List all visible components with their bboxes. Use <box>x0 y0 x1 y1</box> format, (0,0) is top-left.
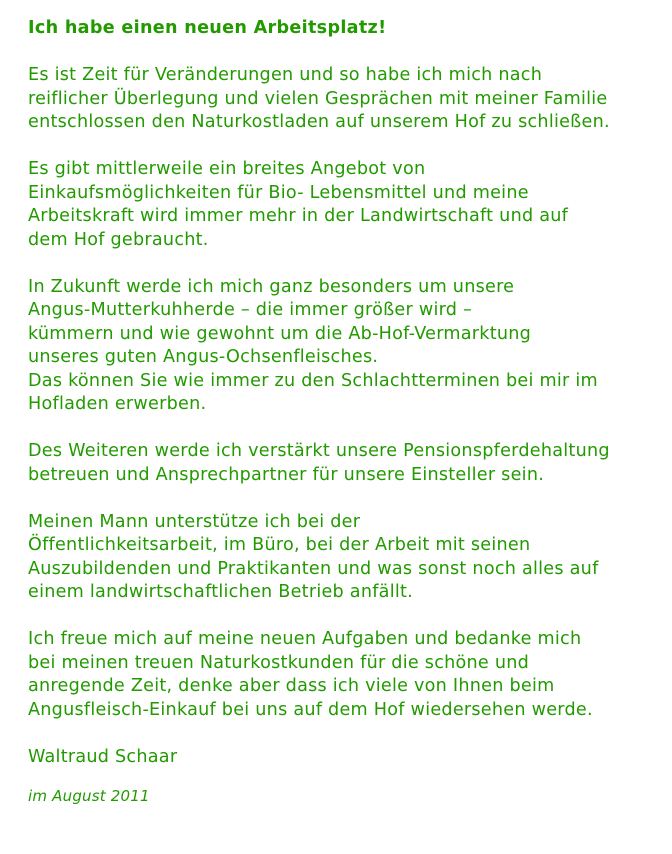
paragraph-thanks <box>28 628 668 722</box>
paragraph-line: In Zukunft werde ich mich ganz besonders um unsere <box>28 276 515 297</box>
paragraph-support-husband <box>28 511 668 605</box>
paragraph-line: Des Weiteren werde ich verstärkt unsere Pensionspferdehaltung <box>28 441 610 461</box>
paragraph-line: unseres guten Angus-Ochsenfleisches. <box>28 347 379 367</box>
paragraph-line: Öffentlichkeitsarbeit, im Büro, bei der Arbeit mit seinen <box>28 535 531 555</box>
paragraph-line: einem landwirtschaftlichen Betrieb anfällt. <box>28 582 413 602</box>
paragraph-line: Arbeitskraft wird immer mehr in der Landwirtschaft und auf <box>28 206 569 226</box>
paragraph-line: reiflicher Überlegung und vielen Gesprächen mit meiner Familie <box>28 88 608 109</box>
paragraph-line: Auszubildenden und Praktikanten und was sonst noch alles auf <box>28 558 599 579</box>
paragraph-line: Hofladen erwerben. <box>28 394 207 414</box>
signature: Waltraud Schaar <box>28 746 178 767</box>
date-line: im August 2011 <box>28 787 150 805</box>
page-title: Ich habe einen neuen Arbeitsplatz! <box>28 18 387 38</box>
paragraph-line: Angus-Mutterkuhherde – die immer größer wird – <box>28 300 473 320</box>
paragraph-angus-herd <box>28 276 668 417</box>
paragraph-closing-shop <box>28 64 668 135</box>
paragraph-line: Das können Sie wie immer zu den Schlachtterminen bei mir im <box>28 370 598 391</box>
paragraph-line: kümmern und wie gewohnt um die Ab-Hof-Vermarktung <box>28 323 532 344</box>
paragraph-line: dem Hof gebraucht. <box>28 229 209 250</box>
paragraph-line: Einkaufsmöglichkeiten für Bio- Lebensmittel und meine <box>28 182 529 203</box>
paragraph-line: Angusfleisch-Einkauf bei uns auf dem Hof wiedersehen werde. <box>28 699 593 720</box>
paragraph-horse-boarding <box>28 440 668 487</box>
paragraph-line: Es gibt mittlerweile ein breites Angebot von <box>28 159 426 179</box>
paragraph-reason <box>28 158 668 252</box>
paragraph-line: Ich freue mich auf meine neuen Aufgaben und bedanke mich <box>28 629 582 649</box>
paragraph-line: Es ist Zeit für Veränderungen und so habe ich mich nach <box>28 65 543 85</box>
announcement-document <box>28 17 668 807</box>
paragraph-line: betreuen und Ansprechpartner für unsere Einsteller sein. <box>28 464 545 485</box>
paragraph-line: anregende Zeit, denke aber dass ich viele von Ihnen beim <box>28 676 555 696</box>
paragraph-line: bei meinen treuen Naturkostkunden für die schöne und <box>28 652 530 673</box>
paragraph-line: entschlossen den Naturkostladen auf unserem Hof zu schließen. <box>28 112 610 132</box>
paragraph-line: Meinen Mann unterstütze ich bei der <box>28 511 361 532</box>
